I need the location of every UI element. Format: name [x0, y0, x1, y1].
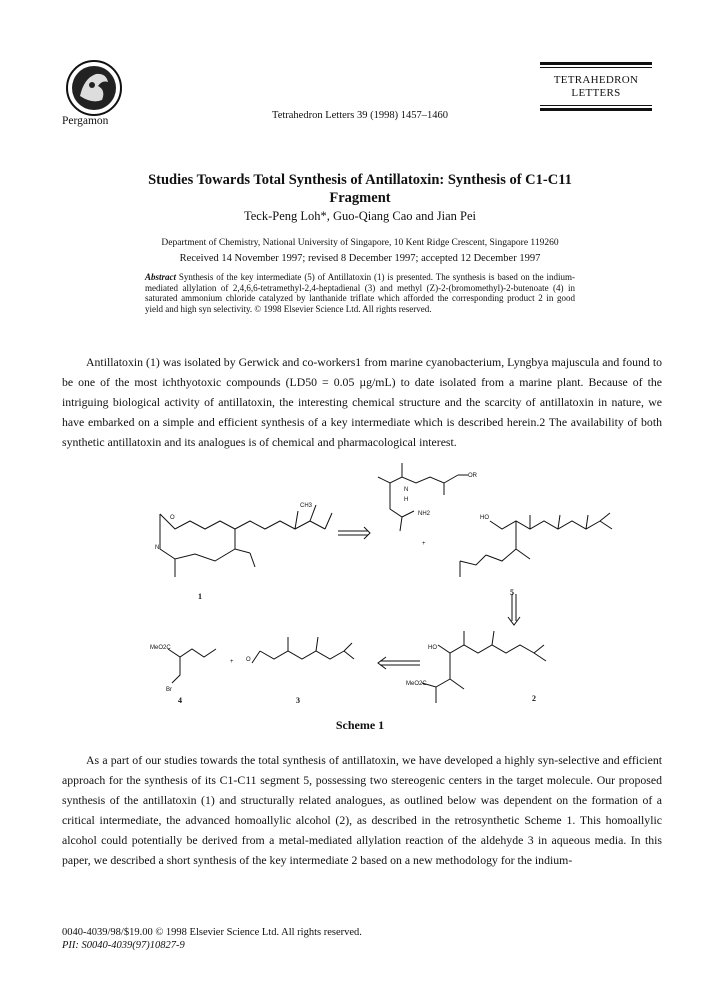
or-label: OR [468, 473, 477, 479]
scheme-caption: Scheme 1 [335, 718, 385, 732]
compound-number-2: 2 [532, 694, 536, 703]
amide-nitrogen-label: N [404, 487, 409, 493]
oxygen-label: O [170, 515, 175, 521]
hydroxyl-label-5: HO [480, 515, 489, 521]
aldehyde-oxygen-label: O [246, 657, 251, 663]
plus-sign-2: + [230, 659, 234, 665]
journal-name [540, 74, 652, 100]
received-dates: Received 14 November 1997; revised 8 December 1997; accepted 12 December 1997 [179, 253, 541, 264]
article-title [90, 171, 630, 207]
scheme-drawing [120, 449, 660, 709]
page-footer [62, 926, 362, 952]
affiliation: Department of Chemistry, National University of Singapore, 10 Kent Ridge Crescent, Singapore 119260 [161, 238, 559, 248]
hydroxyl-label-2: HO [428, 645, 437, 651]
publisher-name: Pergamon [62, 115, 109, 127]
bottom-rule-thin [540, 105, 652, 106]
nitrogen-label: N [155, 545, 160, 551]
publisher-logo [62, 58, 126, 118]
abstract-text: Synthesis of the key intermediate (5) of Antillatoxin (1) is presented. The synthesis is based on the indium-mediated allylation of 2,4,6,6-tetramethyl-2,4-heptadienal (3) and methyl (Z)-2-(bromomethyl)-2-butenoate (4) in saturated ammonium chloride catalyzed by lanthanide triflate which afforded the corresponding product 2 in good yield and high syn selectivity. © 1998 Elsevier Science Ltd. All rights reserved. [145, 272, 576, 314]
journal-masthead [540, 62, 652, 111]
compound-number-5: 5 [510, 588, 514, 597]
ch3-label: CH3 [300, 503, 313, 509]
body-paragraph-1 [62, 352, 662, 452]
ester-label-4: MeO2C [150, 645, 171, 651]
title-line1: Studies Towards Total Synthesis of Antillatoxin: Synthesis of C1-C11 [148, 172, 572, 188]
journal-name-line2: LETTERS [571, 87, 621, 99]
journal-name-line1: TETRAHEDRON [553, 74, 639, 86]
plus-sign-1: + [422, 541, 426, 547]
copyright-line: 0040-4039/98/$19.00 © 1998 Elsevier Science Ltd. All rights reserved. [62, 927, 362, 938]
abstract [145, 272, 575, 314]
pii-line: PII: S0040-4039(97)10827-9 [62, 940, 185, 951]
journal-citation: Tetrahedron Letters 39 (1998) 1457–1460 [272, 110, 448, 121]
title-line2: Fragment [329, 190, 391, 206]
compound-number-4: 4 [178, 696, 182, 705]
amide-hydrogen-label: H [404, 497, 409, 503]
nh2-label: NH2 [418, 511, 431, 517]
paragraph-1-text: Antillatoxin (1) was isolated by Gerwick and co-workers1 from marine cyanobacterium, Lyngbya majuscula and found to be one of the most ichthyotoxic compounds (LD50 = 0.05 µg/mL) to date isolated from a marine plant. Because of the intriguing biological activity of antillatoxin, the interesting chemical structure and the scarcity of antillatoxin in nature, we have embarked on a simple and efficient synthesis of a key intermediate which is described herein.2 The availability of both synthetic antillatoxin and its analogues is of chemical and pharmacological interest. [62, 355, 662, 449]
top-rule [540, 62, 652, 65]
top-rule-thin [540, 67, 652, 68]
body-paragraph-2 [62, 750, 662, 870]
ester-label-2: MeO2C [406, 681, 427, 687]
paragraph-2-text: As a part of our studies towards the total synthesis of antillatoxin, we have developed a highly syn-selective and efficient approach for the synthesis of its C1-C11 segment 5, possessing two stereogenic centers in the target molecule. Our proposed synthesis of the antillatoxin (1) and structurally related analogues, as outlined below was dependent on the formation of a critical intermediate, the advanced homoallylic alcohol (2), as described in the retrosynthetic Scheme 1. This homoallylic alcohol could potentially be derived from a metal-mediated allylation reaction of the aldehyde 3 in aqueous media. In this paper, we described a short synthesis of the key intermediate 2 based on a new methodology for the indium- [62, 753, 662, 867]
reaction-scheme [120, 449, 660, 709]
compound-number-3: 3 [296, 696, 300, 705]
compound-number-1: 1 [198, 592, 202, 601]
author-list: Teck-Peng Loh*, Guo-Qiang Cao and Jian Pei [243, 209, 477, 223]
abstract-label: Abstract [145, 272, 177, 282]
bromo-label: Br [166, 687, 172, 693]
bottom-rule [540, 108, 652, 111]
